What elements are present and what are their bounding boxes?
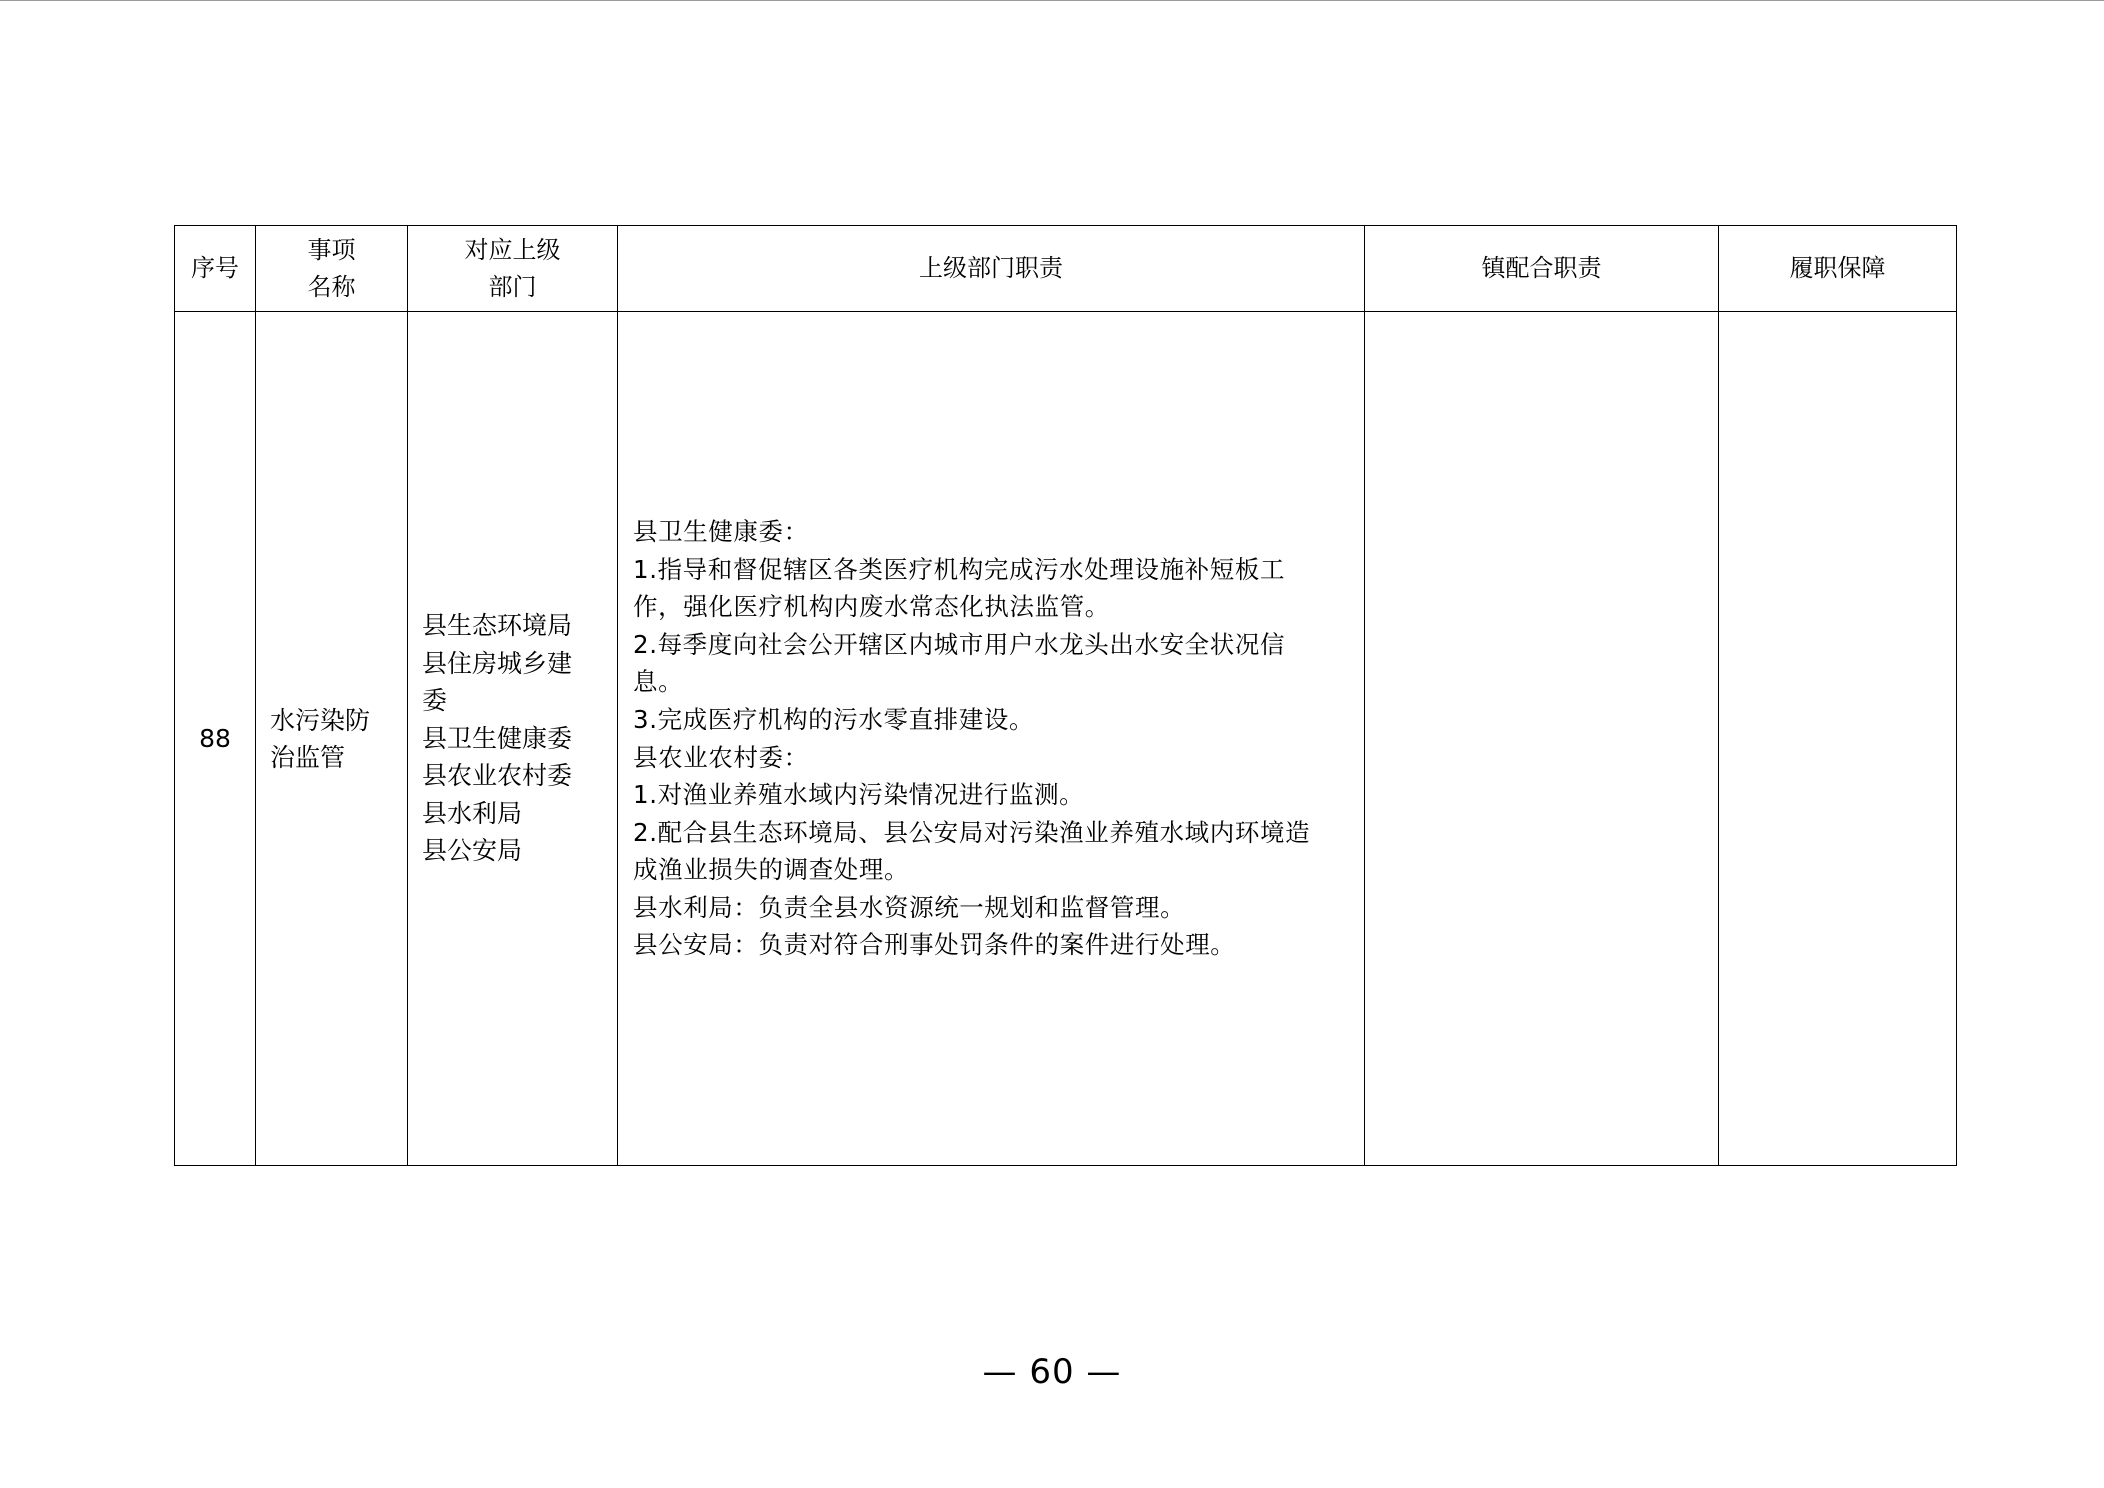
dept-line: 委	[422, 686, 448, 716]
cell-town-duty	[1365, 312, 1719, 1166]
table-row	[175, 312, 1957, 1166]
cell-superior-depts	[408, 312, 618, 1166]
cell-seq: 88	[175, 312, 256, 1166]
cell-item-name-line: 治监管	[270, 742, 346, 772]
dept-line: 县生态环境局	[422, 611, 573, 641]
header-superior-dept	[408, 226, 618, 312]
header-superior-dept-line: 部门	[488, 272, 537, 301]
header-guarantee: 履职保障	[1719, 226, 1957, 312]
header-superior-duty: 上级部门职责	[618, 226, 1365, 312]
dept-line: 县水利局	[422, 798, 523, 828]
page-top-border	[0, 0, 2104, 1]
cell-item-name	[256, 312, 408, 1166]
dept-line: 县公安局	[422, 836, 523, 866]
duty-line: 县公安局：负责对符合刑事处罚条件的案件进行处理。	[633, 930, 1236, 960]
duty-line: 县卫生健康委：	[633, 516, 809, 546]
header-item-name-line: 名称	[307, 272, 356, 301]
header-item-name-line: 事项	[307, 235, 356, 264]
dept-line: 县农业农村委	[422, 761, 573, 791]
duty-line: 3.完成医疗机构的污水零直排建设。	[633, 704, 1035, 734]
header-item-name	[256, 226, 408, 312]
duty-line: 1.对渔业养殖水域内污染情况进行监测。	[633, 780, 1085, 810]
dept-line: 县卫生健康委	[422, 723, 573, 753]
duty-line: 2.每季度向社会公开辖区内城市用户水龙头出水安全状况信	[633, 629, 1286, 659]
page-number: — 60 —	[982, 1352, 1122, 1392]
header-seq: 序号	[175, 226, 256, 312]
cell-superior-duty	[618, 312, 1365, 1166]
header-superior-dept-line: 对应上级	[464, 235, 561, 264]
table-header-row	[175, 226, 1957, 312]
duty-line: 县农业农村委：	[633, 742, 809, 772]
duty-line: 成渔业损失的调查处理。	[633, 855, 910, 885]
header-town-duty: 镇配合职责	[1365, 226, 1719, 312]
duty-line: 1.指导和督促辖区各类医疗机构完成污水处理设施补短板工	[633, 554, 1286, 584]
duty-line: 作，强化医疗机构内废水常态化执法监管。	[633, 592, 1110, 622]
duty-line: 县水利局：负责全县水资源统一规划和监督管理。	[633, 892, 1186, 922]
duty-line: 2.配合县生态环境局、县公安局对污染渔业养殖水域内环境造	[633, 817, 1311, 847]
dept-line: 县住房城乡建	[422, 648, 573, 678]
cell-item-name-line: 水污染防	[270, 705, 371, 735]
duty-line: 息。	[633, 667, 684, 697]
duty-table	[174, 225, 1957, 1166]
cell-guarantee	[1719, 312, 1957, 1166]
